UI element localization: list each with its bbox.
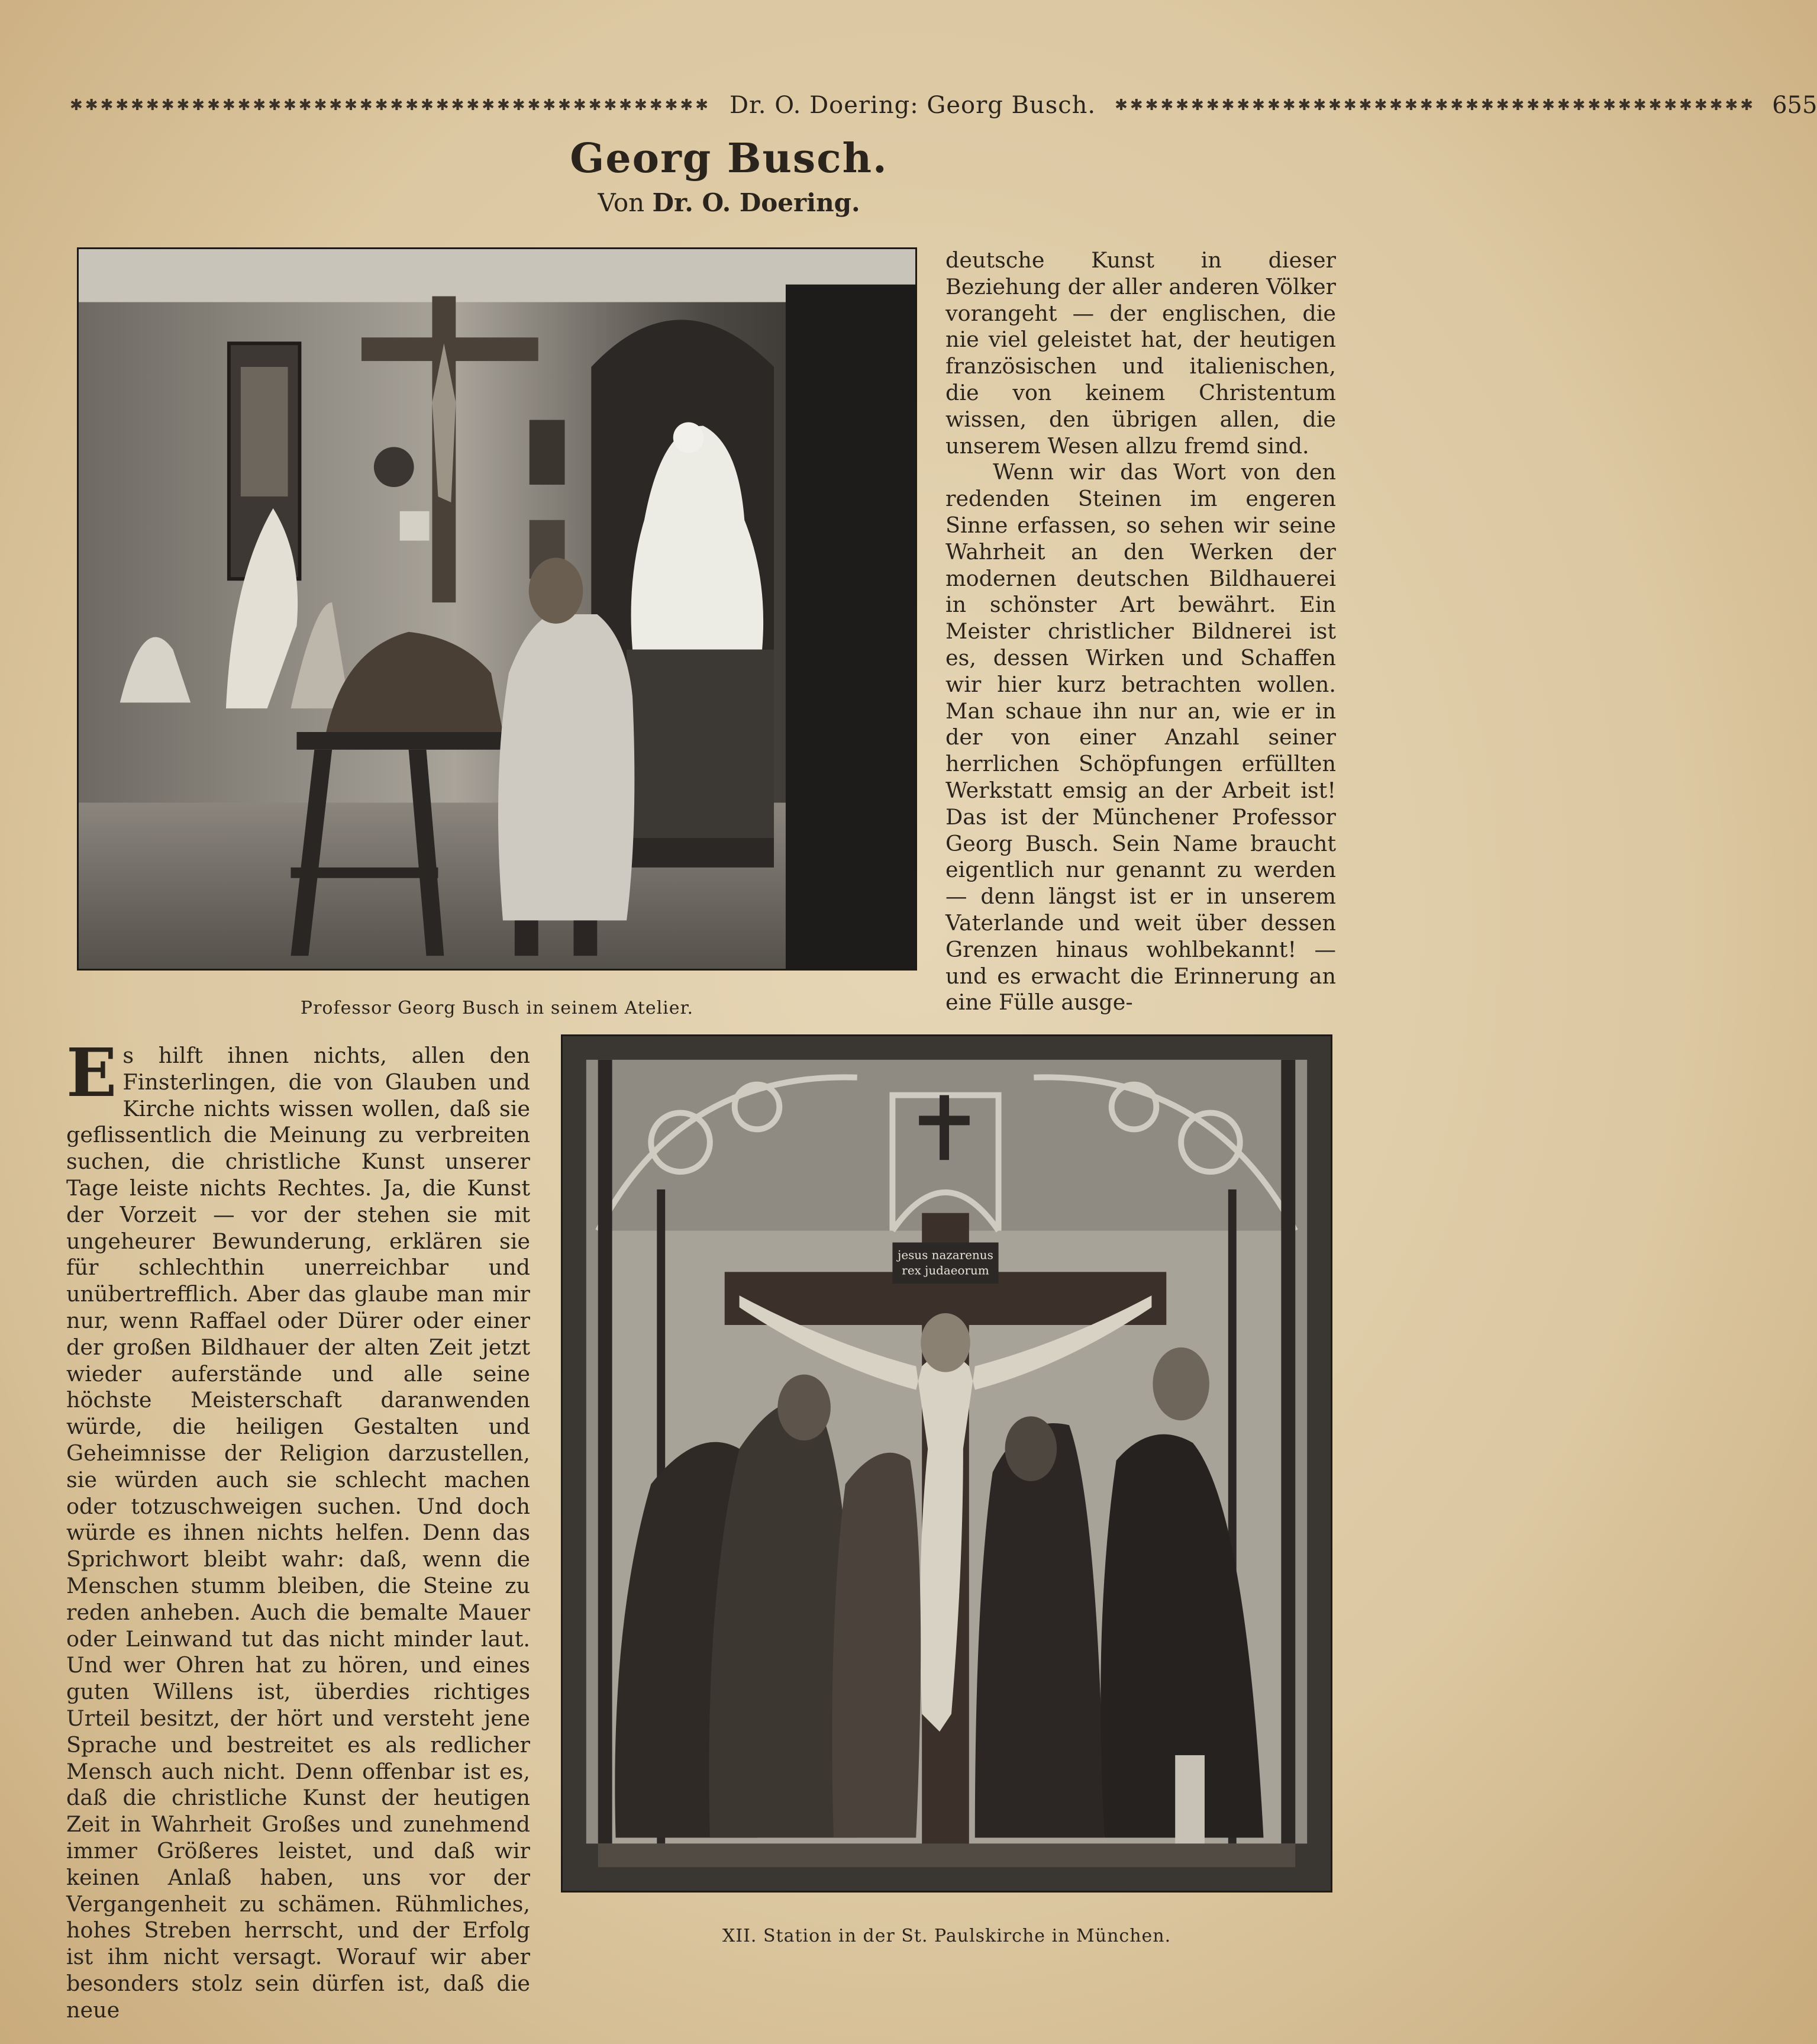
right-column-paragraph-2: Wenn wir das Wort von den redenden Steinen im engeren Sinne erfassen, so sehen wir seine Wahrheit an den Werken der modernen deutschen Bildhauerei in schönster Art bewährt. Ein Meister christlicher Bildnerei ist es, dessen Wirken und Schaffen wir hier kurz betrachten wollen. Man schaue ihn nur an, wie er in der von einer Anzahl seiner herrlichen Schöpfungen erfüllten Werkstatt emsig an der Arbeit ist! Das ist der Münchener Professor Georg Busch. Sein Name braucht eigentlich nur genannt zu werden — denn längst ist er in unserem Vaterlande und weit über dessen Grenzen hinaus wohlbekannt! — und es erwacht die Erinnerung an eine Fülle ausge-: [945, 459, 1336, 1015]
ornament-right: ✱✱✱✱✱✱✱✱✱✱✱✱✱✱✱✱✱✱✱✱✱✱✱✱✱✱✱✱✱✱✱✱✱✱✱✱✱✱✱✱✱✱: [1115, 96, 1756, 114]
article-title: Georg Busch.: [570, 135, 888, 182]
byline-author: Dr. O. Doering.: [652, 188, 860, 217]
inscription-line-2: rex judaeorum: [902, 1263, 989, 1278]
inscription-line-1: jesus nazarenus: [898, 1248, 993, 1262]
left-column-text: s hilft ihnen nichts, allen den Finsterlingen, die von Glauben und Kirche nichts wissen wollen, daß sie geflissentlich die Meinung zu verbreiten suchen, die christliche Kunst unserer Tage leiste nichts Rechtes. Ja, die Kunst der Vorzeit — vor der stehen sie mit ungeheurer Bewunderung, erklären sie für schlechthin unerreichbar und unübertrefflich. Aber das glaube man mir nur, wenn Raffael oder Dürer oder einer der großen Bildhauer der alten Zeit jetzt wieder auferstände und alle seine höchste Meisterschaft daranwenden würde, die heiligen Gestalten und Geheimnisse der Religion darzustellen, sie würden auch sie schlecht machen oder totzuschweigen suchen. Und doch würde es ihnen nichts helfen. Denn das Sprichwort bleibt wahr: daß, wenn die Menschen stumm bleiben, die Steine zu reden anheben. Auch die bemalte Mauer oder Leinwand tut das nicht minder laut. Und wer Ohren hat zu hören, und eines guten Willens ist, überdies richtiges Urteil besitzt, der hört und versteht jene Sprache und bestreitet es als redlicher Mensch auch nicht. Denn offenbar ist es, daß die christliche Kunst der heutigen Zeit in Wahrheit Großes und zunehmend immer Größeres leistet, und daß wir keinen Anlaß haben, uns vor der Vergangenheit zu schämen. Rühmliches, hohes Streben herrscht, und der Erfolg ist ihm nicht versagt. Worauf wir aber besonders stolz sein dürfen ist, daß die neue: [66, 1043, 530, 2023]
studio-photo-caption: Professor Georg Busch in seinem Atelier.: [300, 998, 694, 1018]
studio-photo: [77, 247, 917, 971]
byline-prefix: Von: [598, 188, 645, 217]
studio-photo-illustration: [79, 249, 915, 969]
drop-capital: E: [66, 1034, 117, 1112]
ornament-left: ✱✱✱✱✱✱✱✱✱✱✱✱✱✱✱✱✱✱✱✱✱✱✱✱✱✱✱✱✱✱✱✱✱✱✱✱✱✱✱✱✱✱: [70, 96, 711, 114]
right-column: [945, 247, 1336, 1016]
running-header: [70, 88, 1817, 123]
crucifixion-photo-illustration: [563, 1036, 1331, 1891]
crucifixion-photo: [561, 1034, 1332, 1893]
running-title: Dr. O. Doering: Georg Busch.: [729, 92, 1096, 119]
page-number: 655: [1772, 92, 1817, 119]
left-column: [66, 1034, 530, 2023]
article-byline: [0, 188, 1458, 217]
crucifixion-photo-caption: XII. Station in der St. Paulskirche in München.: [722, 1926, 1171, 1946]
right-column-paragraph-1: deutsche Kunst in dieser Beziehung der aller anderen Völker vorangeht — der englischen, die nie viel geleistet hat, der heutigen französischen und italienischen, die von keinem Christentum wissen, den übrigen allen, die unserem Wesen allzu fremd sind.: [945, 247, 1336, 459]
